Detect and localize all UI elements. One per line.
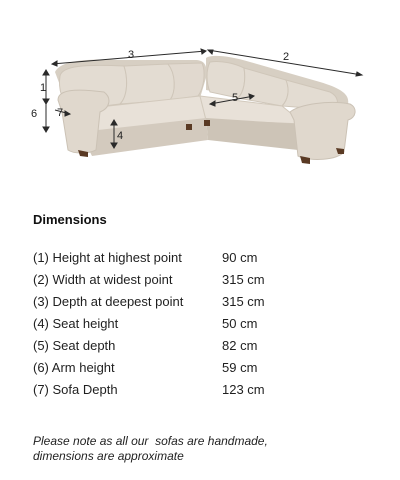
dimension-value: 50 cm bbox=[222, 315, 258, 331]
dimension-label: (2) Width at widest point bbox=[33, 271, 173, 287]
callout-5: 5 bbox=[232, 92, 239, 104]
dimension-value: 123 cm bbox=[222, 381, 265, 397]
callout-1: 1 bbox=[40, 82, 47, 94]
dimension-label: (7) Sofa Depth bbox=[33, 381, 118, 397]
dimensions-section bbox=[33, 212, 373, 400]
dimension-label: (6) Arm height bbox=[33, 359, 115, 375]
dimension-value: 90 cm bbox=[222, 249, 258, 265]
sofa-illustration bbox=[0, 0, 400, 200]
dimension-row-sofa-depth bbox=[33, 378, 373, 400]
dimension-value: 82 cm bbox=[222, 337, 258, 353]
dimension-value: 315 cm bbox=[222, 271, 265, 287]
note-line-1: Please note as all our sofas are handmade, bbox=[33, 434, 268, 448]
callout-4: 4 bbox=[117, 130, 124, 142]
note-line-2: dimensions are approximate bbox=[33, 449, 184, 463]
dimension-value: 315 cm bbox=[222, 293, 265, 309]
callout-6: 6 bbox=[31, 108, 38, 120]
dimension-row-depth bbox=[33, 290, 373, 312]
callout-3: 3 bbox=[128, 49, 135, 61]
dimension-value: 59 cm bbox=[222, 359, 258, 375]
callout-2: 2 bbox=[283, 51, 290, 63]
sofa-leg bbox=[204, 120, 210, 126]
dimensions-list bbox=[33, 246, 373, 400]
dimension-row-seat-depth bbox=[33, 334, 373, 356]
callout-7: 7 bbox=[57, 107, 64, 119]
dimension-row-height bbox=[33, 246, 373, 268]
dimension-label: (5) Seat depth bbox=[33, 337, 116, 353]
sofa-leg bbox=[186, 124, 192, 130]
dimension-row-arm-height bbox=[33, 356, 373, 378]
dimension-label: (4) Seat height bbox=[33, 315, 119, 331]
dimension-label: (3) Depth at deepest point bbox=[33, 293, 184, 309]
dimensions-title: Dimensions bbox=[33, 212, 107, 227]
corner-sofa-image bbox=[55, 56, 355, 164]
dimension-row-seat-height bbox=[33, 312, 373, 334]
handmade-note bbox=[33, 434, 373, 464]
dimension-label: (1) Height at highest point bbox=[33, 249, 182, 265]
dimension-row-width bbox=[33, 268, 373, 290]
